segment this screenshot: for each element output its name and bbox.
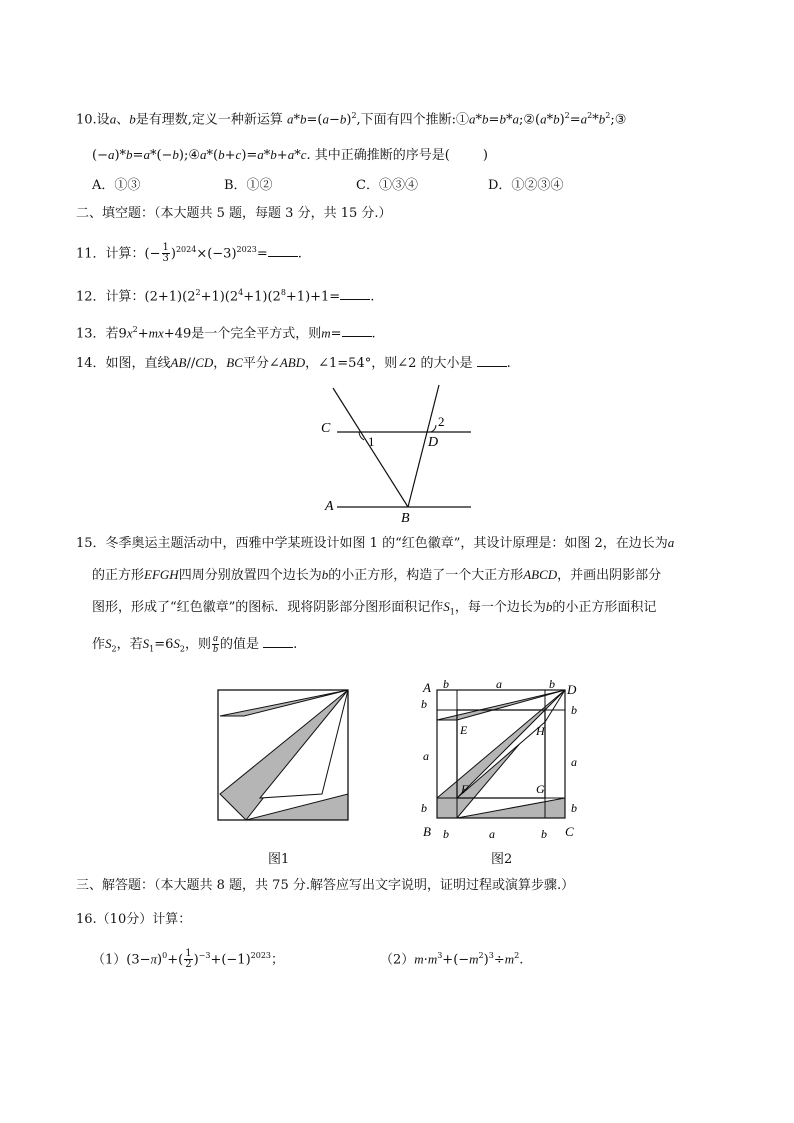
caption-fig2: 图2: [491, 852, 513, 867]
text: （2）: [380, 952, 415, 968]
text: 的小正方形面积记: [552, 600, 657, 615]
q15-line2: 的正方形EFGH四周分别放置四个边长为b的小正方形，构造了一个大正方形ABCD，并画出阴影部分: [92, 567, 662, 583]
len-bottom-a: a: [489, 827, 495, 841]
text: ，若: [116, 637, 143, 652]
section-2-heading: 二、填空题：（本大题共 5 题，每题 3 分，共 15 分.）: [76, 206, 392, 221]
text: .: [506, 356, 511, 371]
text: （1）: [92, 952, 127, 968]
text: 的正方形: [92, 568, 145, 583]
angle-1-label: 1: [368, 434, 375, 449]
text: .: [297, 246, 302, 262]
answer-blank[interactable]: [342, 322, 372, 337]
text: ): [482, 148, 488, 163]
text: 15．冬季奥运主题活动中，西雅中学某班设计如图 1 的“红色徽章”，其设计原理是：如图 2，在边长为: [76, 536, 668, 551]
label-C: C: [321, 421, 331, 436]
q15-line3: 图形，形成了“红色徽章”的图标．现将阴影部分图形面积记作$S_1$，每一个边长为b的小正方形面积记: [92, 599, 657, 617]
len-right-a: a: [571, 755, 577, 769]
text: ，: [305, 356, 319, 371]
text: 14．如图，直线: [76, 356, 171, 371]
option-b[interactable]: B．①②: [224, 178, 273, 193]
q13: 13．若$9x^2+mx+49$是一个完全平方式，则m= .: [76, 320, 376, 344]
figure-1: [216, 688, 352, 824]
text: ，并画出阴影部分: [557, 568, 662, 583]
text: . 其中正确推断的序号是(: [306, 148, 450, 163]
text: 11．计算：: [76, 246, 145, 262]
text: 的小正方形，构造了一个大正方形: [328, 568, 524, 583]
text: 图形，形成了“红色徽章”的图标．现将阴影部分图形面积记作: [92, 600, 444, 615]
len-top-b2: b: [549, 680, 555, 691]
text: 是一个完全平方式，则: [191, 326, 322, 342]
label-H: H: [536, 724, 545, 738]
text: ,下面有四个推断:①: [356, 112, 470, 128]
text: 的值是: [220, 637, 260, 652]
q10-line1: 10.设a、b是有理数,定义一种新运算 $a*b=(a-b)^2$,下面有四个推断$:①a*b=b*a;②(a*b)^2=a^2*b^2;③$: [76, 111, 627, 128]
caption-fig1: 图1: [268, 852, 290, 867]
label-A: A: [423, 680, 431, 695]
figure-q14: [315, 380, 485, 525]
answer-blank[interactable]: [477, 352, 507, 367]
q15-line1: 15．冬季奥运主题活动中，西雅中学某班设计如图 1 的“红色徽章”，其设计原理是：如图 2，在边长为a: [76, 535, 675, 551]
answer-blank[interactable]: [268, 242, 298, 257]
text: 平分: [242, 356, 269, 371]
answer-blank[interactable]: [263, 633, 293, 648]
label-F: F: [461, 782, 469, 796]
len-left-b1: b: [421, 697, 427, 711]
label-A: A: [325, 499, 334, 514]
q16-title: 16.（10分）计算：: [76, 912, 192, 927]
label-C: C: [565, 824, 574, 839]
len-bottom-b1: b: [443, 827, 449, 841]
text: 13．若: [76, 326, 119, 342]
text: ，则: [184, 637, 211, 652]
text: ;④: [184, 148, 201, 163]
text: 10.设: [76, 112, 110, 128]
q16-part2: $(2)m\cdot m^3+(-m^2)^3\div m^2$.: [380, 951, 524, 968]
label-G: G: [536, 782, 545, 796]
text: .: [519, 952, 524, 968]
text: ;②: [518, 112, 535, 128]
option-c[interactable]: C．①③④: [356, 178, 418, 193]
text: 作: [92, 637, 106, 652]
label-D: D: [428, 435, 439, 450]
label-B: B: [401, 511, 410, 525]
text: ;③: [610, 112, 627, 128]
q16-part1: $(1)(3-\pi)^0+$( $\frac{1}{2}$ )$^{-3}+(-1)^{2023}$；: [92, 948, 285, 971]
q14: 14．如图，直线AB//CD，BC平分∠ABD，∠1=54°，则∠2 的大小是 .: [76, 352, 511, 374]
answer-blank[interactable]: [340, 285, 370, 300]
text: ，则∠2 的大小是: [371, 356, 473, 371]
text: 12．计算：: [76, 289, 145, 305]
len-left-a: a: [423, 749, 429, 763]
text: ；: [271, 952, 285, 968]
q10-options: [92, 176, 620, 196]
figure-2: [415, 680, 585, 845]
q11: 11．计算：(− $\frac{1}{3}$ )$^{2024}\times(-3)^{2023}=$ .: [76, 242, 302, 265]
len-right-b2: b: [571, 801, 577, 815]
text: 四周分别放置四个边长为: [178, 568, 322, 583]
option-d[interactable]: D．①②③④: [488, 178, 564, 193]
angle-2-label: 2: [438, 414, 445, 429]
len-top-a: a: [496, 680, 502, 691]
len-left-b2: b: [421, 801, 427, 815]
len-bottom-b2: b: [541, 827, 547, 841]
label-E: E: [460, 723, 468, 737]
label-B: B: [423, 824, 431, 839]
text: .: [293, 637, 298, 652]
label-D: D: [567, 682, 577, 697]
text: ，: [213, 356, 227, 371]
len-right-b1: b: [571, 703, 577, 717]
q15-line4: 作$S_2$，若$S_1=6S_2$，则 $\frac{a}{b}$ 的值是 .: [92, 633, 298, 655]
q12: 12．计算：$(2+1)(2^2+1)(2^4+1)(2^8+1)+1=$ .: [76, 283, 374, 307]
len-top-b1: b: [443, 680, 449, 691]
option-a[interactable]: A．①③: [92, 178, 141, 193]
section-3-heading: 三、解答题：（本大题共 8 题，共 75 分.解答应写出文字说明，证明过程或演算步骤.）: [76, 878, 575, 893]
text: .: [371, 326, 376, 342]
q10-line2: (−a)*b=a*(−b);④a*(b+c)=a*b+a*c. 其中正确推断的序号是( ): [92, 147, 488, 163]
text: .: [370, 289, 375, 305]
text: 是有理数,定义一种新运算: [135, 112, 283, 128]
text: ，每一个边长为: [454, 600, 546, 615]
